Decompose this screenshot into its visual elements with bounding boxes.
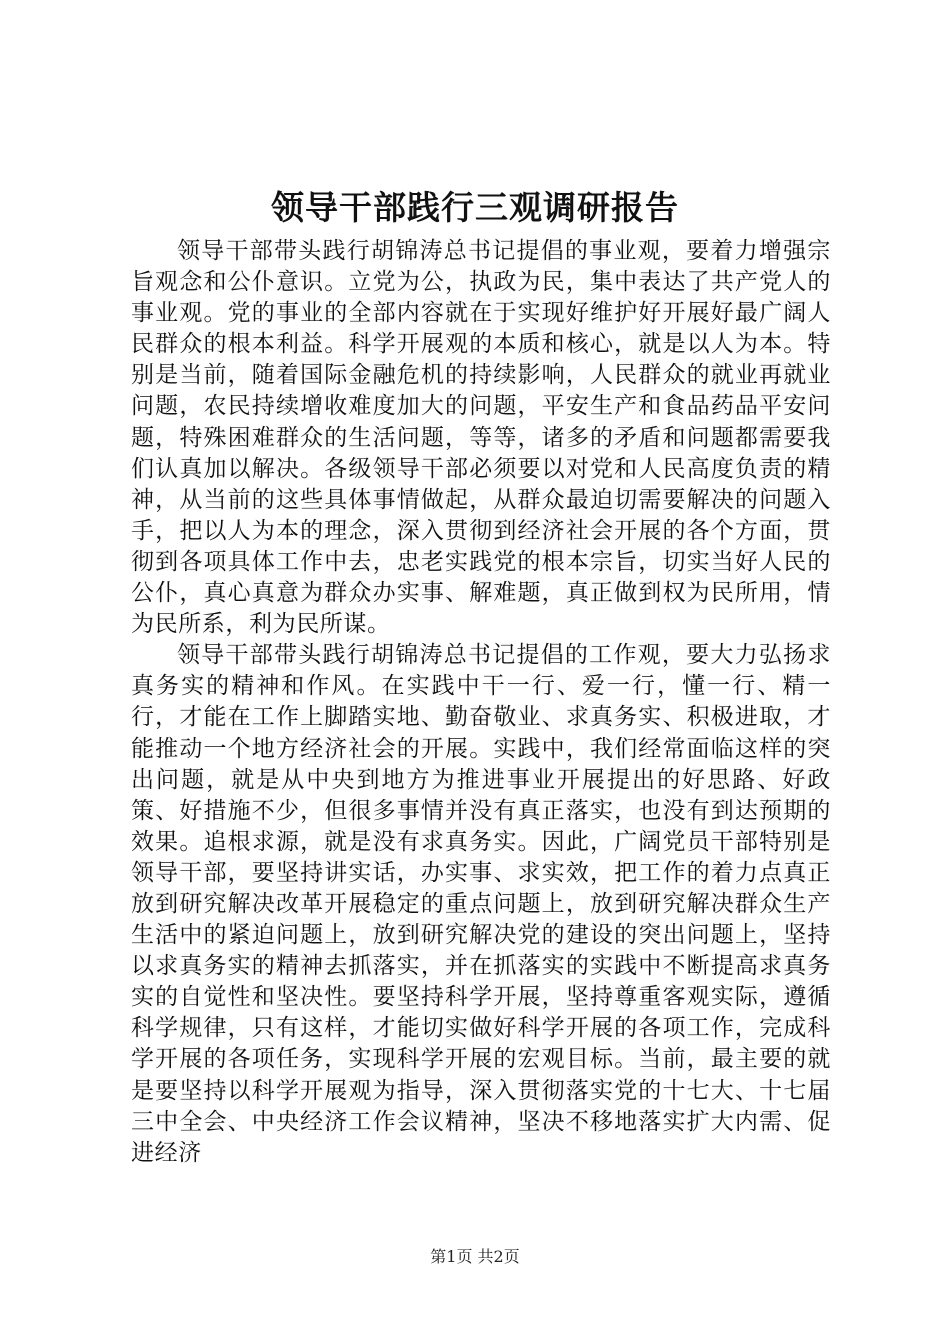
paragraph-career-view: 领导干部带头践行胡锦涛总书记提倡的事业观，要着力增强宗旨观念和公仆意识。立党为公，执政为民，集中表达了共产党人的事业观。党的事业的全部内容就在于实现好维护好开展好最广阔人民群众的根本利益。科学开展观的本质和核心，就是以人为本。特别是当前，随着国际金融危机的持续影响，人民群众的就业再就业问题，农民持续增收难度加大的问题，平安生产和食品药品平安问题，特殊困难群众的生活问题，等等，诸多的矛盾和问题都需要我们认真加以解决。各级领导干部必须要以对党和人民高度负责的精神，从当前的这些具体事情做起，从群众最迫切需要解决的问题入手，把以人为本的理念，深入贯彻到经济社会开展的各个方面，贯彻到各项具体工作中去，忠老实践党的根本宗旨，切实当好人民的公仆，真心真意为群众办实事、解难题，真正做到权为民所用，情为民所系，利为民所谋。 — [131, 238, 831, 638]
document-body — [131, 236, 831, 1169]
paragraph-work-view: 领导干部带头践行胡锦涛总书记提倡的工作观，要大力弘扬求真务实的精神和作风。在实践中干一行、爱一行，懂一行、精一行，才能在工作上脚踏实地、勤奋敬业、求真务实、积极进取，才能推动一个地方经济社会的开展。实践中，我们经常面临这样的突出问题，就是从中央到地方为推进事业开展提出的好思路、好政策、好措施不少，但很多事情并没有真正落实，也没有到达预期的效果。追根求源，就是没有求真务实。因此，广阔党员干部特别是领导干部，要坚持讲实话，办实事、求实效，把工作的着力点真正放到研究解决改革开展稳定的重点问题上，放到研究解决群众生产生活中的紧迫问题上，放到研究解决党的建设的突出问题上，坚持以求真务实的精神去抓落实，并在抓落实的实践中不断提高求真务实的自觉性和坚决性。要坚持科学开展，坚持尊重客观实际，遵循科学规律，只有这样，才能切实做好科学开展的各项工作，完成科学开展的各项任务，实现科学开展的宏观目标。当前，最主要的就是要坚持以科学开展观为指导，深入贯彻落实党的十七大、十七届三中全会、中央经济工作会议精神，坚决不移地落实扩大内需、促进经济 — [131, 642, 831, 1166]
page-footer — [0, 1246, 950, 1268]
document-title: 领导干部践行三观调研报告 — [271, 188, 679, 227]
page-indicator: 第1页 共2页 — [430, 1247, 520, 1266]
